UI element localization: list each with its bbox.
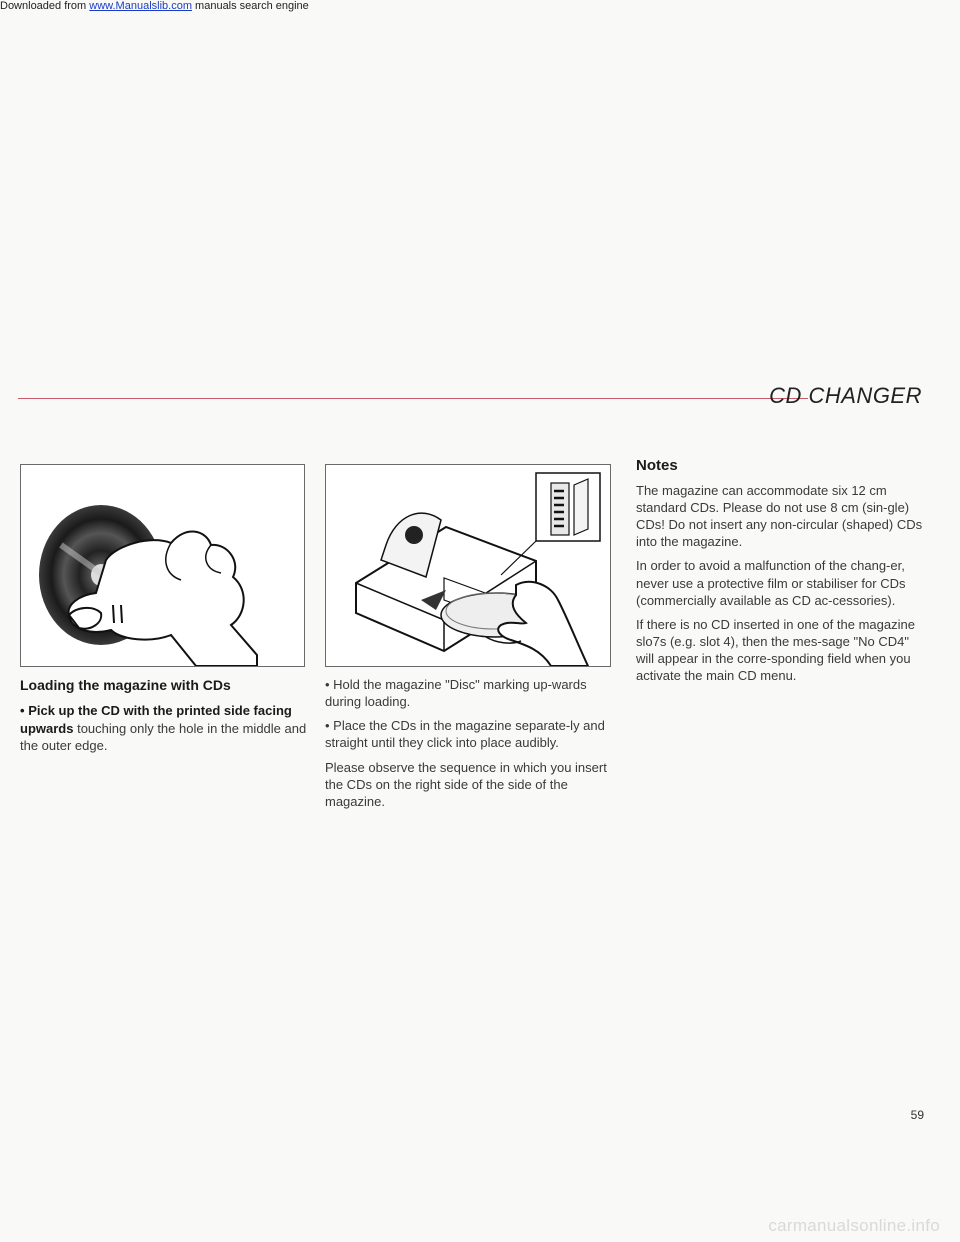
loading-rest-text: touching only the hole in the middle and the outer edge. <box>20 720 307 753</box>
download-banner <box>0 0 309 12</box>
loading-bold-text: Pick up the CD with the printed side facing upwards <box>20 703 292 736</box>
loading-heading: Loading the magazine with CDs <box>20 677 231 693</box>
column-notes <box>636 456 924 692</box>
notes-paragraph-1: The magazine can accommodate six 12 cm standard CDs. Please do not use 8 cm (sin-gle) CDs! Do not insert any non-circular (shaped) CDs into the magazine. <box>636 482 923 550</box>
notes-heading: Notes <box>636 457 678 474</box>
section-title: CD CHANGER <box>769 383 922 408</box>
figure-hand-holding-cd <box>20 464 305 667</box>
manualslib-link[interactable]: www.Manualslib.com <box>89 0 192 12</box>
hand-cd-illustration <box>21 465 304 666</box>
page-number: 59 <box>910 1108 924 1122</box>
magazine-bullet-1: • Hold the magazine "Disc" marking up-wards during loading. <box>325 677 587 710</box>
magazine-illustration <box>326 465 610 666</box>
figure-cd-magazine <box>325 464 611 667</box>
column-loading <box>20 676 310 761</box>
magazine-paragraph: Please observe the sequence in which you insert the CDs on the right side of the side of the magazine. <box>325 759 607 809</box>
notes-paragraph-2: In order to avoid a malfunction of the chang-er, never use a protective film or stabiliser for CDs (commercially available as CD ac-cessories). <box>636 558 906 608</box>
header-rule <box>18 398 808 399</box>
magazine-bullet-2: • Place the CDs in the magazine separate-ly and straight until they click into place audibly. <box>325 718 605 751</box>
banner-prefix: Downloaded from <box>0 0 87 12</box>
banner-suffix: manuals search engine <box>195 0 309 12</box>
loading-instruction <box>20 702 310 753</box>
bullet: • <box>20 703 25 719</box>
notes-paragraph-3: If there is no CD inserted in one of the magazine slo7s (e.g. slot 4), then the mes-sage "No CD4" will appear in the corre-sponding field when you activate the main CD menu. <box>636 616 915 684</box>
watermark: carmanualsonline.info <box>768 1216 940 1235</box>
column-magazine <box>325 676 613 817</box>
